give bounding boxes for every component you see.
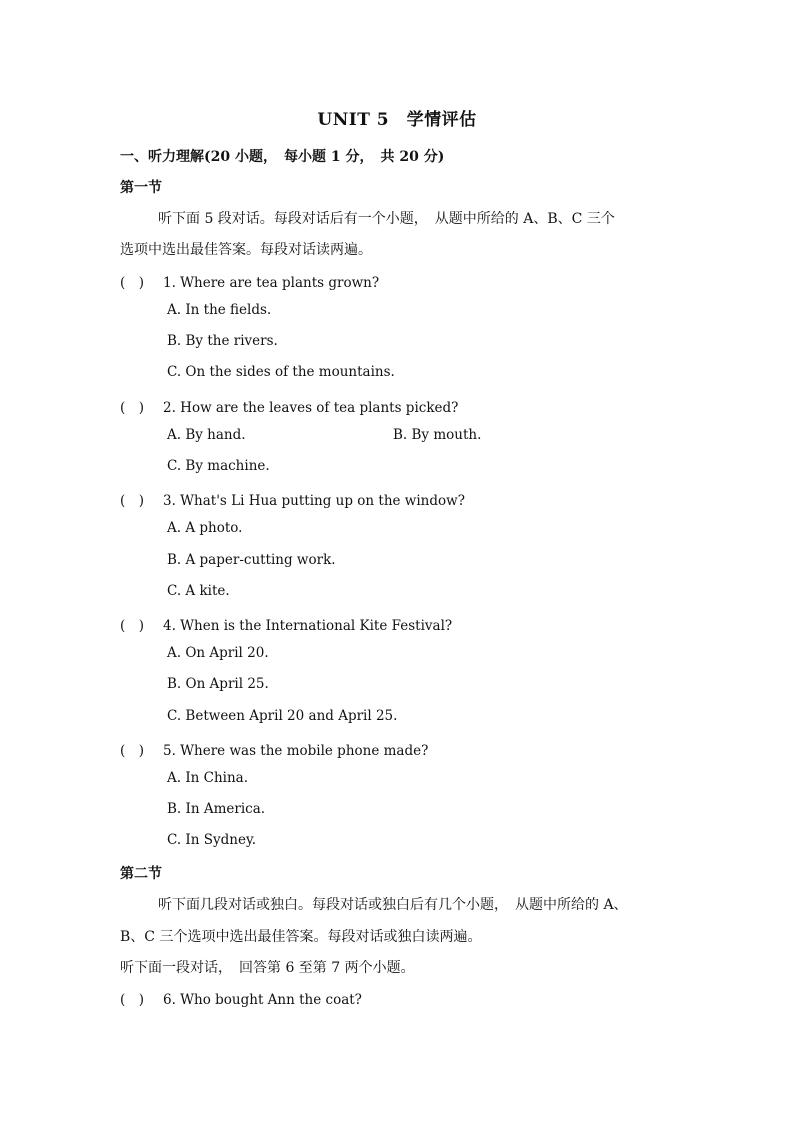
section1-instruction-line1: 听下面 5 段对话。每段对话后有一个小题， 从题中所给的 A、B、C 三个	[158, 211, 615, 227]
answer-blank[interactable]: ( )	[120, 618, 145, 634]
q2-option-c: C. By machine.	[167, 458, 270, 474]
question-text: 4. When is the International Kite Festival?	[163, 618, 453, 634]
section2-instruction-line2: B、C 三个选项中选出最佳答案。每段对话或独白读两遍。	[120, 929, 482, 945]
q5-option-c: C. In Sydney.	[167, 832, 257, 848]
q1-option-c: C. On the sides of the mountains.	[167, 364, 395, 380]
question-5	[120, 739, 428, 759]
q3-option-b: B. A paper-cutting work.	[167, 552, 336, 568]
answer-blank[interactable]: ( )	[120, 400, 145, 416]
section1-instruction-line2: 选项中选出最佳答案。每段对话读两遍。	[120, 242, 372, 258]
answer-blank[interactable]: ( )	[120, 275, 145, 291]
question-4	[120, 614, 452, 634]
answer-blank[interactable]: ( )	[120, 493, 145, 509]
question-3	[120, 489, 465, 509]
question-2	[120, 396, 458, 416]
question-6	[120, 988, 362, 1008]
question-text: 6. Who bought Ann the coat?	[163, 992, 362, 1008]
page-title: UNIT 5 学情评估	[317, 110, 477, 130]
q4-option-a: A. On April 20.	[167, 645, 269, 661]
answer-blank[interactable]: ( )	[120, 743, 145, 759]
question-text: 3. What's Li Hua putting up on the window?	[163, 493, 465, 509]
q3-option-c: C. A kite.	[167, 583, 230, 599]
q5-option-a: A. In China.	[167, 770, 249, 786]
section2-sub-instruction: 听下面一段对话， 回答第 6 至第 7 两个小题。	[120, 960, 415, 976]
answer-blank[interactable]: ( )	[120, 992, 145, 1008]
section2-instruction-line1: 听下面几段对话或独白。每段对话或独白后有几个小题， 从题中所给的 A、	[158, 897, 628, 913]
question-text: 5. Where was the mobile phone made?	[163, 743, 429, 759]
question-text: 2. How are the leaves of tea plants picked?	[163, 400, 459, 416]
q4-option-c: C. Between April 20 and April 25.	[167, 708, 398, 724]
q3-option-a: A. A photo.	[167, 520, 243, 536]
question-1	[120, 271, 379, 291]
q2-option-a: A. By hand.	[167, 427, 246, 443]
q5-option-b: B. In America.	[167, 801, 266, 817]
q4-option-b: B. On April 25.	[167, 676, 269, 692]
q1-option-b: B. By the rivers.	[167, 333, 278, 349]
section2-label: 第二节	[120, 866, 162, 882]
q2-option-b: B. By mouth.	[393, 427, 482, 443]
q1-option-a: A. In the fields.	[167, 302, 272, 318]
section1-label: 第一节	[120, 180, 162, 196]
part1-heading: 一、听力理解(20 小题， 每小题 1 分， 共 20 分)	[120, 149, 445, 165]
question-text: 1. Where are tea plants grown?	[163, 275, 380, 291]
